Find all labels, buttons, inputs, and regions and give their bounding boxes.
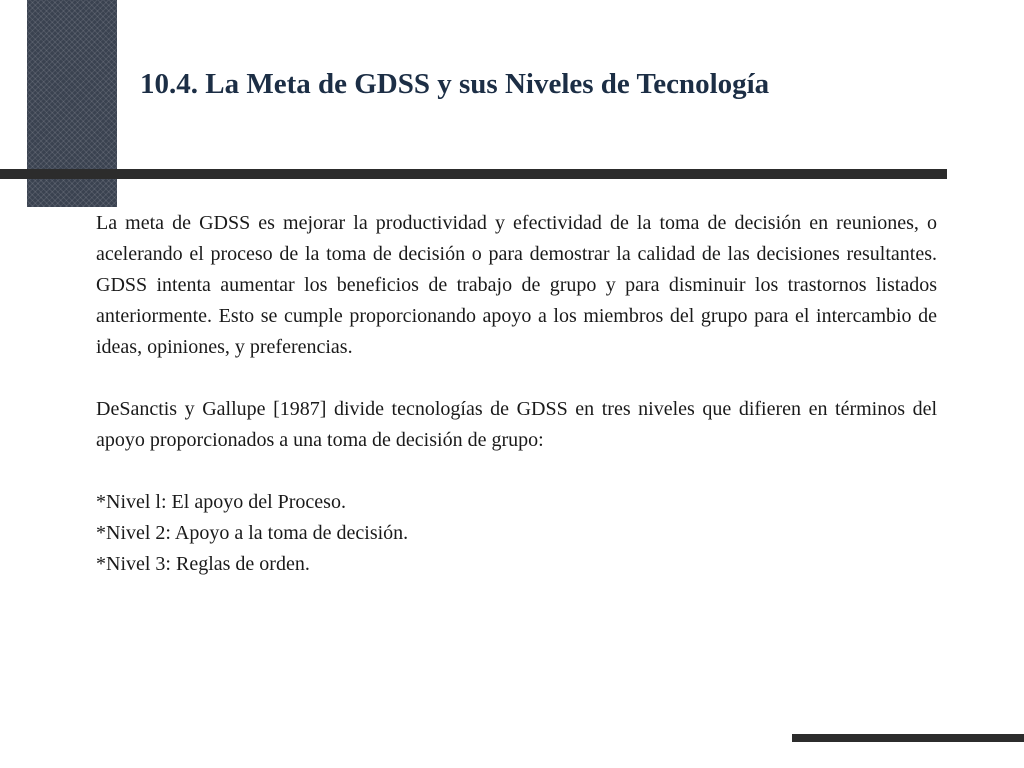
levels-list [96, 487, 937, 580]
slide-body [96, 208, 937, 580]
slide-title: 10.4. La Meta de GDSS y sus Niveles de Tecnología [140, 68, 770, 100]
level-item-2: *Nivel 2: Apoyo a la toma de decisión. [96, 522, 409, 544]
title-underline-bar [0, 169, 947, 179]
paragraph-goal: La meta de GDSS es mejorar la productividad y efectividad de la toma de decisión en reuniones, o acelerando el proceso de la toma de decisión o para demostrar la calidad de las decisiones resultantes. GDSS intenta aumentar los beneficios de trabajo de grupo y para disminuir los trastornos listados anteriormente. Esto se cumple proporcionando apoyo a los miembros del grupo para el intercambio de ideas, opiniones, y preferencias. [96, 212, 937, 358]
level-item-1: *Nivel l: El apoyo del Proceso. [96, 491, 346, 513]
level-item-3: *Nivel 3: Reglas de orden. [96, 553, 310, 575]
paragraph-levels-intro: DeSanctis y Gallupe [1987] divide tecnologías de GDSS en tres niveles que difieren en términos del apoyo proporcionados a una toma de decisión de grupo: [96, 398, 937, 451]
footer-bar [792, 734, 1024, 742]
